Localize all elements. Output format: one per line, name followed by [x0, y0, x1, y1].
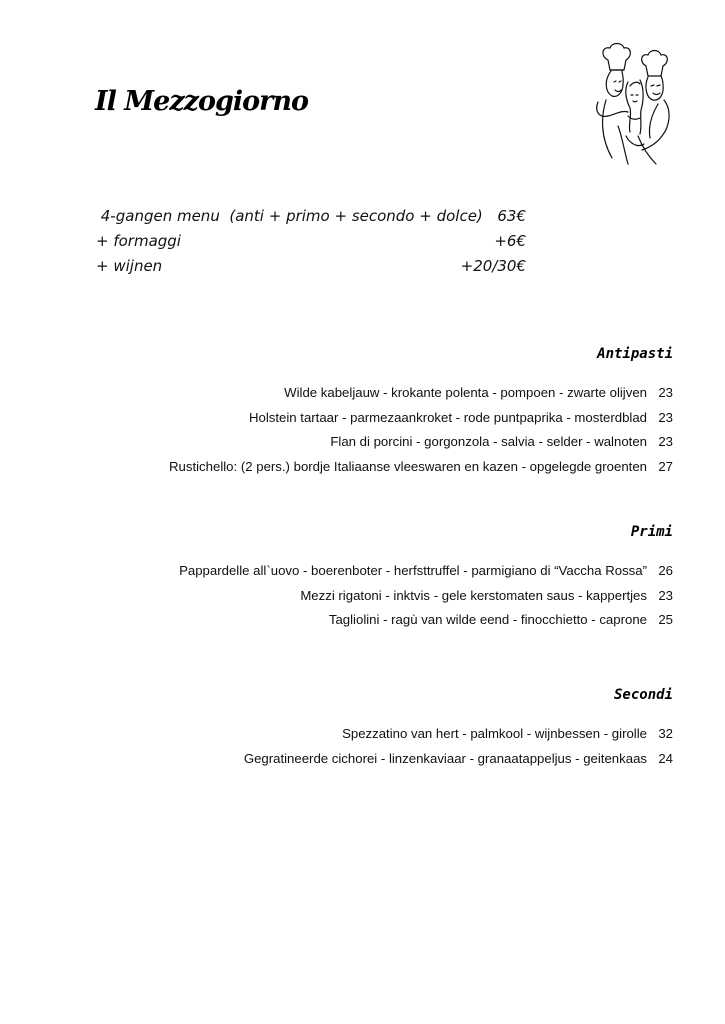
dish-item — [244, 747, 673, 772]
dish-item — [169, 381, 673, 406]
restaurant-title: Il Mezzogiorno — [95, 86, 309, 117]
dish-item — [169, 430, 673, 455]
fixed-menu-price: +6€ — [494, 232, 526, 250]
section-heading: Secondi — [613, 687, 673, 703]
dish-item — [169, 406, 673, 431]
dish-price: 32 — [658, 726, 673, 741]
dish-name: Rustichello: (2 pers.) bordje Italiaanse vleeswaren en kazen - opgelegde groenten — [169, 458, 647, 474]
fixed-menu-price: 63€ — [497, 207, 526, 225]
section-primi — [179, 524, 673, 633]
dish-item — [179, 584, 673, 609]
dish-name: Gegratineerde cichorei - linzenkaviaar - granaatappeljus - geitenkaas — [243, 750, 647, 766]
dish-price: 26 — [658, 563, 673, 578]
dish-name: Flan di porcini - gorgonzola - salvia - selder - walnoten — [330, 434, 647, 449]
dish-price: 24 — [658, 750, 673, 766]
fixed-menu-label: + wijnen — [96, 257, 163, 275]
dish-item — [244, 722, 673, 747]
chefs-illustration — [578, 40, 683, 170]
section-antipasti — [169, 346, 673, 479]
section-secondi — [244, 687, 673, 771]
fixed-menu-row — [96, 204, 526, 229]
dish-item — [179, 559, 673, 584]
dish-item — [169, 455, 673, 480]
dish-name: Wilde kabeljauw - krokante polenta - pompoen - zwarte olijven — [284, 385, 647, 400]
dish-price: 23 — [658, 434, 673, 449]
fixed-menu — [96, 204, 526, 279]
fixed-menu-label: 4-gangen menu (anti + primo + secondo + dolce) — [96, 207, 483, 225]
dish-name: Mezzi rigatoni - inktvis - gele kerstomaten saus - kappertjes — [300, 587, 647, 603]
dish-price: 27 — [658, 458, 673, 474]
dish-name: Pappardelle all`uovo - boerenboter - herfsttruffel - parmigiano di “Vaccha Rossa” — [179, 563, 647, 578]
section-heading: Antipasti — [597, 346, 673, 362]
dish-name: Spezzatino van hert - palmkool - wijnbessen - girolle — [342, 726, 647, 741]
dish-name: Tagliolini - ragù van wilde eend - finocchietto - caprone — [328, 612, 647, 627]
fixed-menu-row — [96, 229, 526, 254]
dish-price: 23 — [658, 587, 673, 603]
dish-price: 23 — [658, 385, 673, 400]
dish-item — [179, 608, 673, 633]
fixed-menu-row — [96, 254, 526, 279]
fixed-menu-label: + formaggi — [96, 232, 181, 250]
fixed-menu-price: +20/30€ — [460, 257, 526, 275]
dish-price: 23 — [658, 409, 673, 425]
section-heading: Primi — [630, 524, 673, 540]
dish-price: 25 — [658, 612, 673, 627]
dish-name: Holstein tartaar - parmezaankroket - rode puntpaprika - mosterdblad — [248, 409, 647, 425]
